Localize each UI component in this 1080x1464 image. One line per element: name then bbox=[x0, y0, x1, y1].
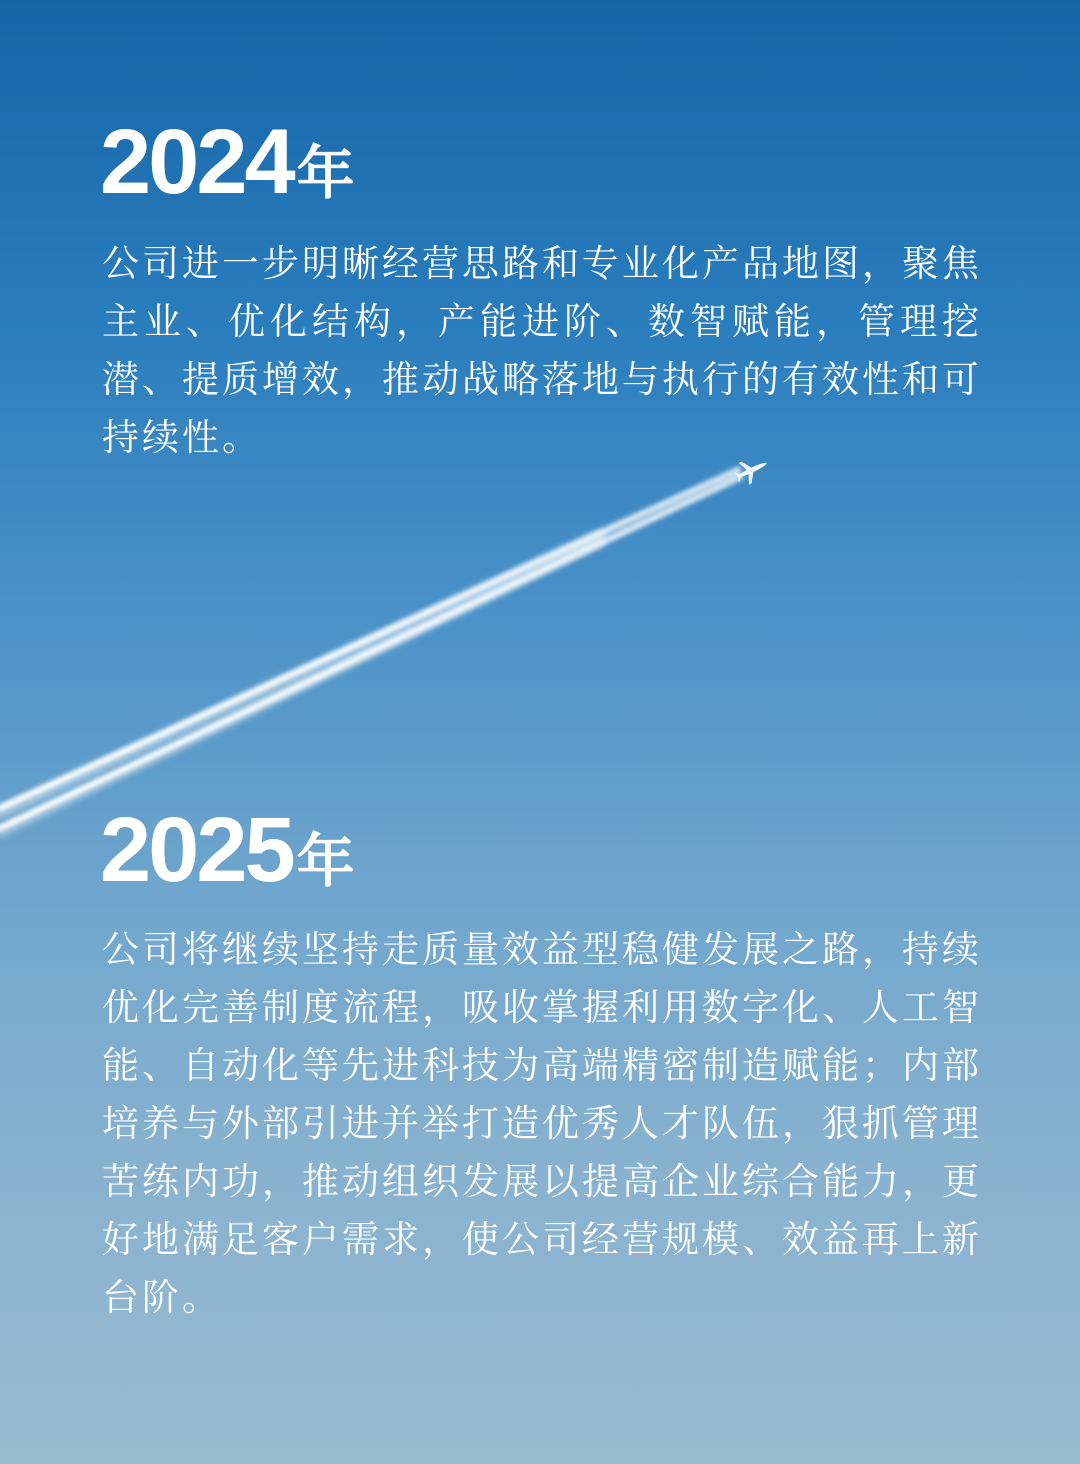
paragraph-2025: 公司将继续坚持走质量效益型稳健发展之路，持续优化完善制度流程，吸收掌握利用数字化、人工智能、自动化等先进科技为高端精密制造赋能；内部培养与外部引进并举打造优秀人才队伍，狠抓管理苦练内功，推动组织发展以提高企业综合能力，更好地满足客户需求，使公司经营规模、效益再上新台阶。 bbox=[102, 928, 982, 1319]
year-number: 2024 bbox=[100, 111, 293, 213]
paragraph-2024: 公司进一步明晰经营思路和专业化产品地图，聚焦主业、优化结构，产能进阶、数智赋能，管理挖潜、提质增效，推动战略落地与执行的有效性和可持续性。 bbox=[102, 242, 982, 459]
year-unit: 年 bbox=[296, 827, 355, 895]
contrail bbox=[0, 470, 740, 832]
year-heading-2025 bbox=[100, 800, 355, 911]
year-unit: 年 bbox=[296, 139, 355, 207]
year-heading-2024 bbox=[100, 112, 355, 223]
year-number: 2025 bbox=[100, 799, 293, 901]
